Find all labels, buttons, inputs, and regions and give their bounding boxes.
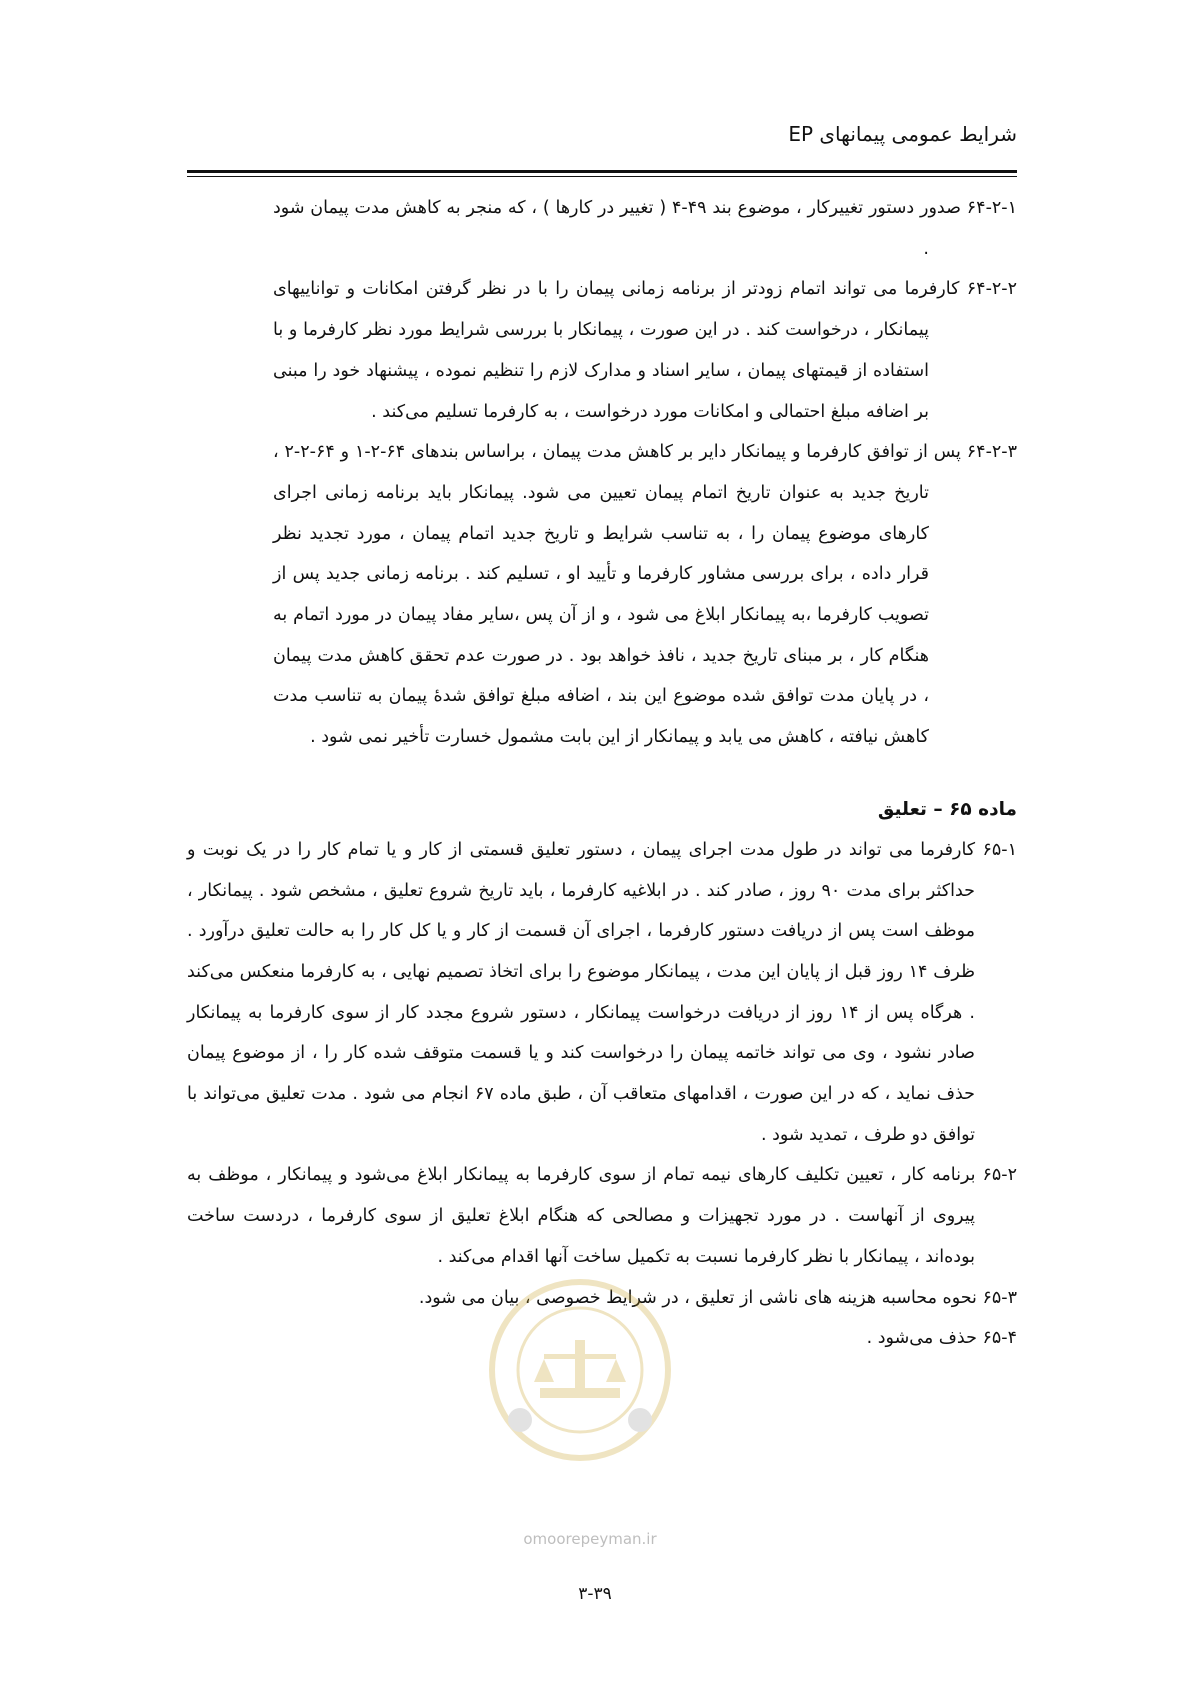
header-rule-thin: [187, 176, 1017, 177]
clause-64-2-1: ۶۴-۲-۱ صدور دستور تغییرکار ، موضوع بند ۴۹-۴ ( تغییر در کارها ) ، که منجر به کاهش مدت پیمان شود .: [273, 198, 1017, 259]
article-65-heading: ماده ۶۵ – تعلیق: [877, 798, 1017, 820]
page-number: ۳-۳۹: [578, 1584, 612, 1604]
header-rule-thick: [187, 170, 1017, 173]
watermark-text: omoorepeyman.ir: [523, 1530, 657, 1548]
clause-65-3: ۶۵-۳ نحوه محاسبه هزینه های ناشی از تعلیق ، در شرایط خصوصی ، بیان می شود.: [418, 1287, 1017, 1308]
document-body: [187, 188, 1017, 1359]
clause-65-4: ۶۵-۴ حذف می‌شود .: [866, 1328, 1017, 1349]
clause-65-1: ۶۵-۱ کارفرما می تواند در طول مدت اجرای پیمان ، دستور تعلیق قسمتی از کار و یا تمام کار را در یک نوبت و حداکثر برای مدت ۹۰ روز ، صادر کند . در ابلاغیه کارفرما ، باید تاریخ شروع تعلیق ، مشخص شود . پیمانکار ، موظف است پس از دریافت دستور کارفرما ، اجرای آن قسمت از کار و یا کل کار را به حالت تعلیق درآورد . ظرف ۱۴ روز قبل از پایان این مدت ، پیمانکار موضوع را برای اتخاذ تصمیم نهایی ، به کارفرما منعکس می‌کند . هرگاه پس از ۱۴ روز از دریافت درخواست پیمانکار ، دستور شروع مجدد کار از سوی کارفرما به پیمانکار صادر نشود ، وی می تواند خاتمه پیمان را درخواست کند و یا قسمت متوقف شده کار را ، از موضوع پیمان حذف نماید ، که در این صورت ، اقدامهای متعاقب آن ، طبق ماده ۶۷ انجام می شود . مدت تعلیق می‌تواند با توافق دو طرف ، تمدید شود .: [187, 839, 1017, 1145]
clause-64-2-3: ۶۴-۲-۳ پس از توافق کارفرما و پیمانکار دایر بر کاهش مدت پیمان ، براساس بندهای ۶۴-۲-۱ و ۶۴-۲-۲ ، تاریخ جدید به عنوان تاریخ اتمام پیمان تعیین می شود. پیمانکار باید برنامه زمانی اجرای کارهای موضوع پیمان را ، به تناسب شرایط و تاریخ جدید اتمام پیمان ، مورد تجدید نظر قرار داده ، برای بررسی مشاور کارفرما و تأیید او ، تسلیم کند . برنامه زمانی جدید پس از تصویب کارفرما ،به پیمانکار ابلاغ می شود ، و از آن پس ،سایر مفاد پیمان در مورد اتمام به هنگام کار ، بر مبنای تاریخ جدید ، نافذ خواهد بود . در صورت عدم تحقق کاهش مدت پیمان ، در پایان مدت توافق شده موضوع این بند ، اضافه مبلغ توافق شدهٔ پیمان به تناسب مدت کاهش نیافته ، کاهش می یابد و پیمانکار از این بابت مشمول خسارت تأخیر نمی شود .: [273, 442, 1018, 748]
clause-64-2-2: ۶۴-۲-۲ کارفرما می تواند اتمام زودتر از برنامه زمانی پیمان را با در نظر گرفتن امکانات و تواناییهای پیمانکار ، درخواست کند . در این صورت ، پیمانکار با بررسی شرایط مورد نظر کارفرما و با استفاده از قیمتهای پیمان ، سایر اسناد و مدارک لازم را تنظیم نموده ، پیشنهاد خود را مبنی بر اضافه مبلغ احتمالی و امکانات مورد درخواست ، به کارفرما تسلیم می‌کند .: [273, 279, 1017, 422]
page-header-title: شرایط عمومی پیمانهای EP: [788, 122, 1017, 146]
clause-65-2: ۶۵-۲ برنامه کار ، تعیین تکلیف کارهای نیمه تمام از سوی کارفرما به پیمانکار ابلاغ می‌شود و پیمانکار ، موظف به پیروی از آنهاست . در مورد تجهیزات و مصالحی که هنگام ابلاغ تعلیق از سوی کارفرما ، دردست ساخت بوده‌اند ، پیمانکار با نظر کارفرما نسبت به تکمیل ساخت آنها اقدام می‌کند .: [187, 1165, 1017, 1267]
